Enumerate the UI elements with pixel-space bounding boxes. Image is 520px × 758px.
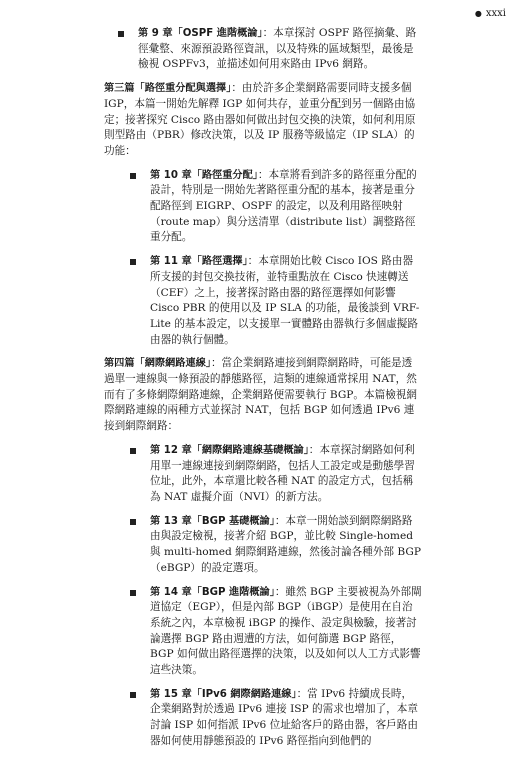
item-text: ：本章開始比較 Cisco IOS 路由器所支援的封包交換技術，並特重點放在 Cisco 快速轉送（CEF）之上，接著探討路由器的路徑選擇如何影響 Cisco PBR 的使用以及 IP SLA 的功能，最後談到 VRF-Lite 的基本設定，以支援單一實體路由器執行多個虛擬路由器的執行個體。 (150, 255, 420, 346)
part-paragraph (104, 81, 422, 160)
list-item (120, 585, 422, 679)
chapter-title: 第 14 章「BGP 進階概論」 (150, 586, 275, 598)
item-text: ：由於許多企業網路需要同時支援多個 IGP，本篇一開始先解釋 IGP 如何共存，並重分配到另一個路由協定；接著探究 Cisco 路由器如何做出封包交換的決策，如何利用原則型路由（PBR）修改決策，以及 IP 服務等級協定（IP SLA）的功能： (104, 82, 416, 157)
list-item (108, 26, 422, 73)
item-text: ：當 IPv6 持續成長時，企業網路對於透過 IPv6 連接 ISP 的需求也增加了，本章討論 ISP 如何指派 IPv6 位址給客戶的路由器，客戶路由器如何使用靜態預設的 IPv6 路徑指向到他們的 (150, 687, 418, 747)
bullet-dot-icon: ● (474, 9, 482, 18)
page-number: xxxi (485, 8, 506, 19)
chapter-title: 第 12 章「網際網路連線基礎概論」 (150, 444, 309, 456)
chapter-title: 第 11 章「路徑選擇」 (150, 256, 248, 268)
list-item (120, 687, 422, 750)
part-title: 第四篇「網際網路連線」 (104, 358, 211, 370)
list-item (120, 443, 422, 506)
body-text (104, 26, 422, 758)
item-text: ：雖然 BGP 主要被視為外部閘道協定（EGP），但是內部 BGP（iBGP）是使用在自治系統之內，本章檢視 iBGP 的操作、設定與檢驗，接著討論選擇 BGP 路由週遭的方法，如何篩選 BGP 路徑，BGP 如何做出路徑選擇的決策，以及如何以人工方式影響這些決策。 (150, 585, 422, 677)
item-text: ：本章一開始談到網際網路路由與設定檢視，接著介紹 BGP，並比較 Single-homed 與 multi-homed 網際網路連線，然後討論各種外部 BGP（eBGP）的設定選項。 (150, 514, 421, 574)
chapter-title: 第 9 章「OSPF 進階概論」 (138, 28, 263, 39)
item-text: ：當企業網路連接到網際網路時，可能是透過單一連線與一條預設的靜態路徑，這類的連線通常採用 NAT，然而有了多條網際網路連線，企業網路便需要執行 BGP。本篇檢視網際網路連線的兩種方式並探討 NAT，包括 BGP 如何透過 IPv6 連接到網際網路： (104, 357, 417, 433)
item-text: ：本章探討網路如何利用單一連線連接到網際網路，包括人工設定或是動態學習位址，此外，本章還比較各種 NAT 的設定方式，包括稱為 NAT 虛擬介面（NVI）的新方法。 (150, 443, 415, 503)
chapter-title: 第 15 章「IPv6 網際網路連線」 (150, 688, 297, 700)
list-item (120, 168, 422, 247)
chapter-title: 第 13 章「BGP 基礎概論」 (150, 515, 275, 527)
part-title: 第三篇「路徑重分配與選擇」 (104, 83, 232, 95)
chapter-title: 第 10 章「路徑重分配」 (150, 169, 258, 181)
list-item (120, 514, 422, 577)
list-item (120, 254, 422, 348)
item-text: ：本章將看到許多的路徑重分配的設計，特別是一開始先著路徑重分配的基本，接著是重分配路徑到 EIGRP、OSPF 的設定，以及利用路徑映射（route map）與分送清單（distribute list）調整路徑重分配。 (150, 168, 417, 244)
item-text: ：本章探討 OSPF 路徑摘彙、路徑彙整、來源預設路徑資訊，以及特殊的區域類型，最後是檢視 OSPFv3，並描述如何用來路由 IPv6 網路。 (138, 27, 417, 71)
part-paragraph (104, 356, 422, 435)
page-header (475, 8, 506, 19)
